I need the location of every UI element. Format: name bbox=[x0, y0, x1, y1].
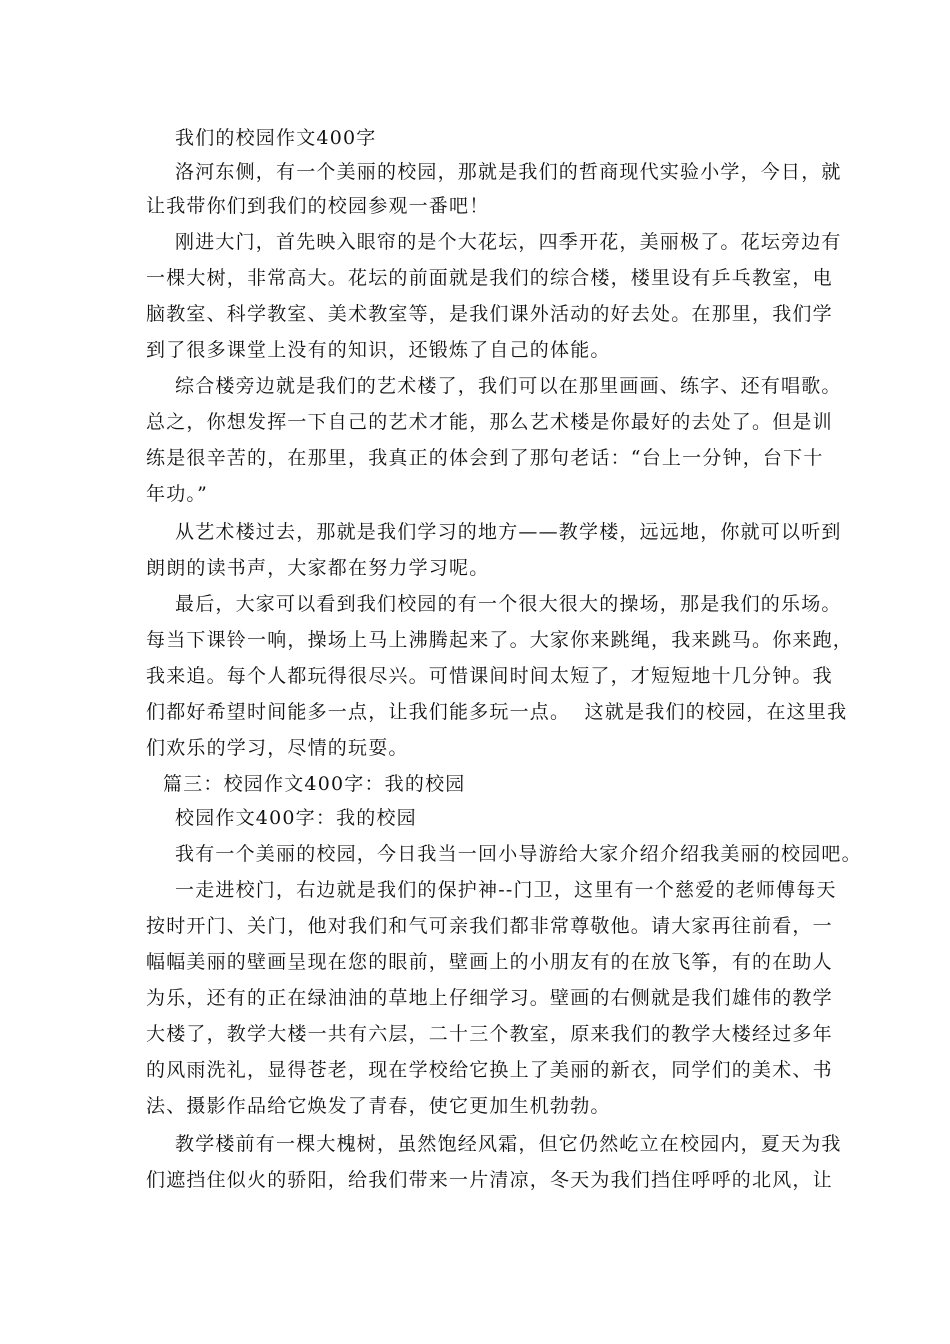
paragraph-line: 练是很辛苦的，在那里，我真正的体会到了那句老话：“台上一分钟，台下十 bbox=[146, 447, 824, 469]
paragraph-line: 一棵大树，非常高大。花坛的前面就是我们的综合楼，楼里设有乒乓教室，电 bbox=[146, 267, 833, 289]
paragraph-line: 我来追。每个人都玩得很尽兴。可惜课间时间太短了，才短短地十几分钟。我 bbox=[146, 665, 833, 687]
paragraph-line: 年功。” bbox=[146, 483, 209, 505]
paragraph-line: 到了很多课堂上没有的知识，还锻炼了自己的体能。 bbox=[146, 339, 611, 361]
paragraph-line: 脑教室、科学教室、美术教室等，是我们课外活动的好去处。在那里，我们学 bbox=[146, 303, 833, 325]
paragraph-line: 总之，你想发挥一下自己的艺术才能，那么艺术楼是你最好的去处了。但是训 bbox=[146, 411, 833, 433]
paragraph-line: 让我带你们到我们的校园参观一番吧！ bbox=[146, 195, 490, 217]
paragraph-line: 的风雨洗礼，显得苍老，现在学校给它换上了美丽的新衣，同学们的美术、书 bbox=[146, 1059, 833, 1081]
essay-title: 校园作文400字：我的校园 bbox=[175, 807, 417, 829]
paragraph-line: 综合楼旁边就是我们的艺术楼了，我们可以在那里画画、练字、还有唱歌。 bbox=[175, 375, 842, 397]
paragraph-line: 们都好希望时间能多一点，让我们能多玩一点。 这就是我们的校园，在这里我 bbox=[146, 701, 848, 723]
paragraph-line: 朗朗的读书声，大家都在努力学习呢。 bbox=[146, 557, 490, 579]
paragraph-line: 法、摄影作品给它焕发了青春，使它更加生机勃勃。 bbox=[146, 1095, 611, 1117]
essay-title: 我们的校园作文400字 bbox=[175, 127, 377, 149]
section-heading: 篇三：校园作文400字：我的校园 bbox=[163, 773, 466, 795]
paragraph-line: 每当下课铃一响，操场上马上沸腾起来了。大家你来跳绳，我来跳马。你来跑， bbox=[146, 629, 854, 651]
paragraph-line: 们欢乐的学习，尽情的玩耍。 bbox=[146, 737, 409, 759]
paragraph-line: 刚进大门，首先映入眼帘的是个大花坛，四季开花，美丽极了。花坛旁边有 bbox=[175, 231, 842, 253]
paragraph-line: 我有一个美丽的校园，今日我当一回小导游给大家介绍介绍我美丽的校园吧。 bbox=[175, 843, 862, 865]
paragraph-line: 幅幅美丽的壁画呈现在您的眼前，壁画上的小朋友有的在放飞筝，有的在助人 bbox=[146, 951, 833, 973]
paragraph-line: 们遮挡住似火的骄阳，给我们带来一片清凉，冬天为我们挡住呼呼的北风，让 bbox=[146, 1169, 833, 1191]
paragraph-line: 为乐，还有的正在绿油油的草地上仔细学习。壁画的右侧就是我们雄伟的教学 bbox=[146, 987, 833, 1009]
paragraph-line: 按时开门、关门，他对我们和气可亲我们都非常尊敬他。请大家再往前看，一 bbox=[146, 915, 833, 937]
paragraph-line: 最后，大家可以看到我们校园的有一个很大很大的操场，那是我们的乐场。 bbox=[175, 593, 842, 615]
paragraph-line: 教学楼前有一棵大槐树，虽然饱经风霜，但它仍然屹立在校园内，夏天为我 bbox=[175, 1133, 842, 1155]
paragraph-line: 洛河东侧，有一个美丽的校园，那就是我们的哲商现代实验小学，今日，就 bbox=[175, 161, 842, 183]
paragraph-line: 大楼了，教学大楼一共有六层，二十三个教室，原来我们的教学大楼经过多年 bbox=[146, 1023, 833, 1045]
paragraph-line: 一走进校门，右边就是我们的保护神--门卫，这里有一个慈爱的老师傅每天 bbox=[175, 879, 837, 901]
paragraph-line: 从艺术楼过去，那就是我们学习的地方——教学楼，远远地，你就可以听到 bbox=[175, 521, 842, 543]
